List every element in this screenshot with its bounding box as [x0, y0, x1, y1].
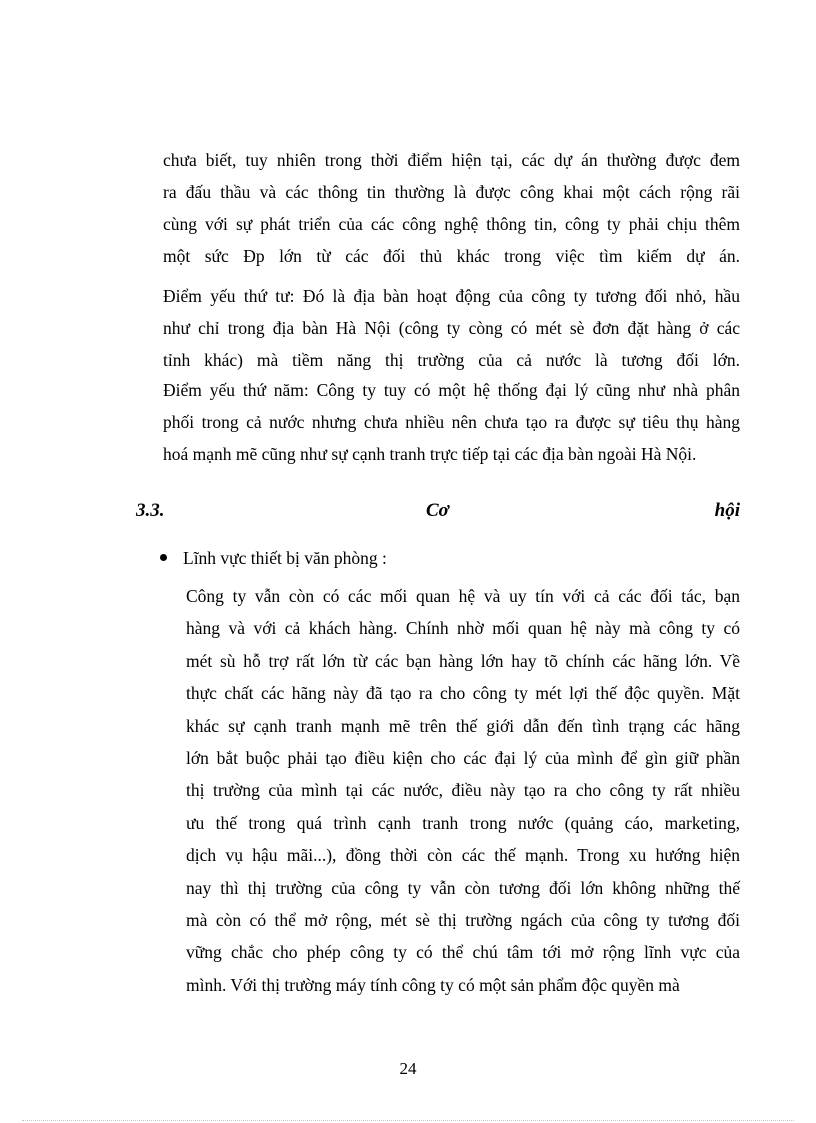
- text-line: thực chất các hãng này đã tạo ra cho công ty mét lợi thế độc quyền. Mặt: [186, 683, 740, 704]
- text-line: vững chắc cho phép công ty có thể chú tâm tới mở rộng lĩnh vực của: [186, 942, 740, 963]
- text-line: Điểm yếu thứ tư: Đó là địa bàn hoạt động của công ty tương đối nhỏ, hầu: [163, 286, 740, 306]
- section-number: 3.3.: [136, 500, 165, 521]
- text-line: nay thì thị trường của công ty vẫn còn tương đối lớn không những thế: [186, 877, 740, 898]
- text-line: chưa biết, tuy nhiên trong thời điểm hiện tại, các dự án thường được đem: [163, 150, 740, 170]
- text-line: tỉnh khác) mà tiềm năng thị trường của cả nước là tương đối lớn.: [163, 350, 740, 370]
- text-line: thị trường của mình tại các nước, điều này tạo ra cho công ty rất nhiều: [186, 780, 740, 801]
- section-heading: [136, 496, 740, 526]
- text-line: mình. Với thị trường máy tính công ty có một sản phẩm độc quyền mà: [186, 974, 680, 995]
- text-line: Điểm yếu thứ năm: Công ty tuy có một hệ thống đại lý cũng như nhà phân: [163, 380, 740, 400]
- section-title-word: Cơ: [426, 500, 449, 521]
- text-line: mét sù hỗ trợ rất lớn từ các bạn hàng lớn hay tõ chính các hãng lớn. Về: [186, 650, 740, 671]
- text-line: khác sự cạnh tranh mạnh mẽ trên thế giới dẫn đến tình trạng các hãng: [186, 715, 740, 736]
- text-line: lớn bắt buộc phải tạo điều kiện cho các đại lý của mình để gìn giữ phần: [186, 747, 740, 768]
- paragraph-weakness-five: [163, 374, 740, 470]
- text-line: mà còn có thể mở rộng, mét sè thị trường ngách của công ty tương đối: [186, 909, 740, 930]
- paragraph-office-equipment: [186, 580, 740, 1001]
- section-title-word: hội: [714, 500, 740, 521]
- page-bottom-divider: [22, 1120, 794, 1121]
- bullet-icon: [160, 554, 167, 561]
- text-line: cùng với sự phát triển của các công nghệ thông tin, công ty phải chịu thêm: [163, 214, 740, 234]
- text-line: như chỉ trong địa bàn Hà Nội (công ty còng có mét sè đơn đặt hàng ở các: [163, 318, 740, 338]
- text-line: hoá mạnh mẽ cũng như sự cạnh tranh trực tiếp tại các địa bàn ngoài Hà Nội.: [163, 444, 697, 464]
- text-line: hàng và với cả khách hàng. Chính nhờ mối quan hệ này mà công ty có: [186, 618, 740, 639]
- text-line: Công ty vẫn còn có các mối quan hệ và uy tín với cả các đối tác, bạn: [186, 586, 740, 606]
- text-line: ưu thế trong quá trình cạnh tranh trong nước (quảng cáo, marketing,: [186, 812, 740, 833]
- paragraph-weakness-four: [163, 280, 740, 376]
- paragraph-weakness-continued: [163, 144, 740, 272]
- text-line: ra đấu thầu và các thông tin thường là được công khai một cách rộng rãi: [163, 182, 740, 202]
- page-number: 24: [399, 1059, 417, 1078]
- bullet-list-item: [160, 543, 387, 573]
- bullet-label: Lĩnh vực thiết bị văn phòng :: [183, 548, 387, 568]
- text-line: phối trong cả nước nhưng chưa nhiều nên chưa tạo ra được sự tiêu thụ hàng: [163, 412, 740, 432]
- text-line: dịch vụ hậu mãi...), đồng thời còn các thế mạnh. Trong xu hướng hiện: [186, 845, 740, 866]
- text-line: một sức Đp lớn từ các đối thủ khác trong việc tìm kiếm dự án.: [163, 246, 740, 266]
